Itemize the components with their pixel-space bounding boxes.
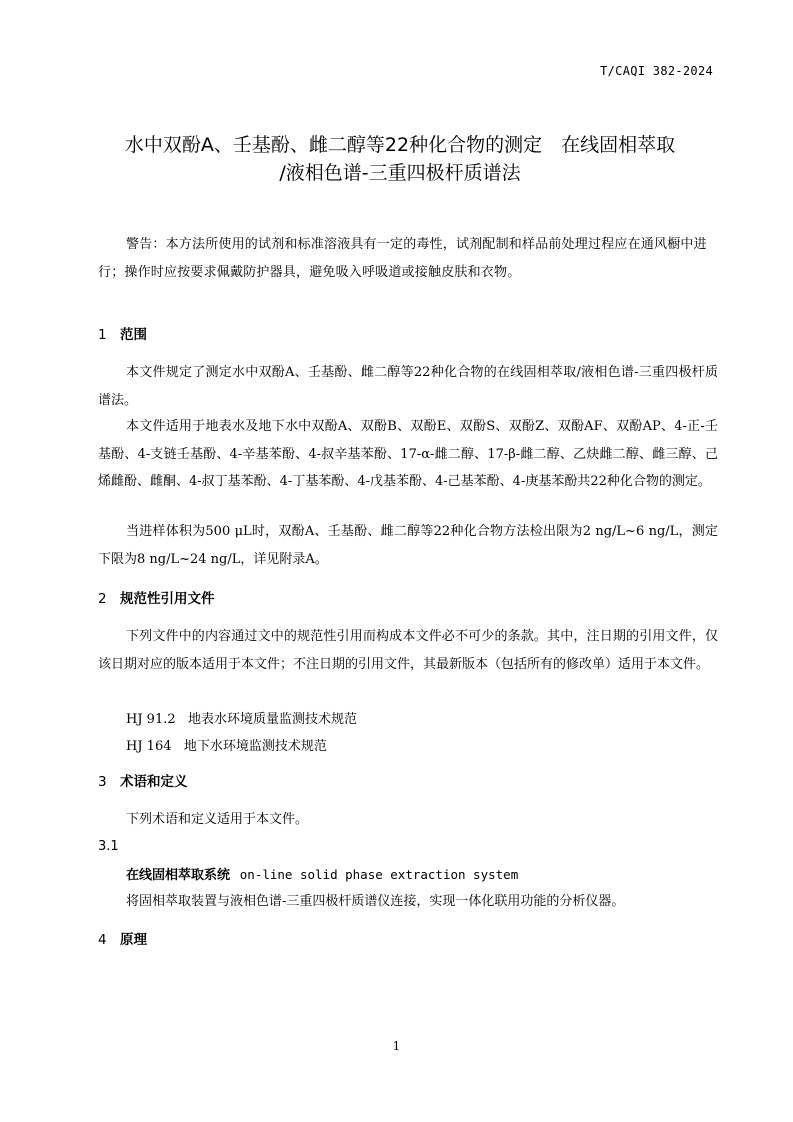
- standard-number: T/CAQI 382-2024: [600, 64, 713, 78]
- scope-paragraph-1: 本文件规定了测定水中双酚A、壬基酚、雌二醇等22种化合物的在线固相萃取/液相色谱-三重四极杆质谱法。: [98, 365, 718, 408]
- reference-name: 地下水环境监测技术规范: [183, 739, 327, 754]
- warning-paragraph: 警告：本方法所使用的试剂和标准溶液具有一定的毒性，试剂配制和样品前处理过程应在通风橱中进行；操作时应按要求佩戴防护器具，避免吸入呼吸道或接触皮肤和衣物。: [98, 237, 707, 280]
- document-title-line1: 水中双酚A、壬基酚、雌二醇等22种化合物的测定 在线固相萃取: [124, 134, 676, 156]
- section-title: 范围: [120, 327, 147, 343]
- section-heading-terms: [98, 770, 188, 790]
- section-title: 规范性引用文件: [120, 591, 215, 607]
- normative-paragraph: 下列文件中的内容通过文中的规范性引用而构成本文件必不可少的条款。其中，注日期的引用文件，仅该日期对应的版本适用于本文件；不注日期的引用文件，其最新版本（包括所有的修改单）适用于本文件。: [98, 629, 718, 672]
- term-definition: 将固相萃取装置与液相色谱-三重四极杆质谱仪连接，实现一体化联用功能的分析仪器。: [126, 894, 625, 909]
- term-name-en: on-line solid phase extraction system: [239, 867, 519, 882]
- reference-item: [126, 708, 357, 727]
- term-entry: [126, 864, 518, 883]
- section-heading-normative: [98, 587, 215, 607]
- section-title: 术语和定义: [120, 774, 188, 790]
- scope-paragraph-2: 本文件适用于地表水及地下水中双酚A、双酚B、双酚E、双酚S、双酚Z、双酚AF、双酚AP、4-正-壬基酚、4-支链壬基酚、4-辛基苯酚、4-叔辛基苯酚、17-α-雌二醇、17-β-雌二醇、乙炔雌二醇、雌三醇、己烯雌酚、雌酮、4-叔丁基苯酚、4-丁基苯酚、4-戊基苯酚、4-己基苯酚、4-庚基苯酚共22种化合物的测定。: [98, 419, 718, 489]
- reference-name: 地表水环境质量监测技术规范: [188, 712, 358, 727]
- reference-item: [126, 735, 327, 754]
- section-title: 原理: [120, 932, 147, 948]
- term-number: 3.1: [98, 839, 119, 854]
- section-heading-principle: [98, 928, 147, 948]
- section-number: 1: [98, 327, 107, 343]
- terms-paragraph: 下列术语和定义适用于本文件。: [126, 812, 309, 827]
- section-number: 3: [98, 774, 107, 790]
- reference-code: HJ 164: [126, 739, 172, 754]
- section-heading-scope: [98, 323, 147, 343]
- page-number: 1: [392, 1039, 401, 1053]
- section-number: 2: [98, 591, 107, 607]
- reference-code: HJ 91.2: [126, 712, 176, 727]
- scope-paragraph-3: 当进样体积为500 μL时，双酚A、壬基酚、雌二醇等22种化合物方法检出限为2 ng/L~6 ng/L，测定下限为8 ng/L~24 ng/L，详见附录A。: [98, 524, 718, 567]
- section-number: 4: [98, 932, 107, 948]
- document-title-line2: /液相色谱-三重四极杆质谱法: [279, 162, 521, 184]
- term-name-zh: 在线固相萃取系统: [126, 868, 231, 883]
